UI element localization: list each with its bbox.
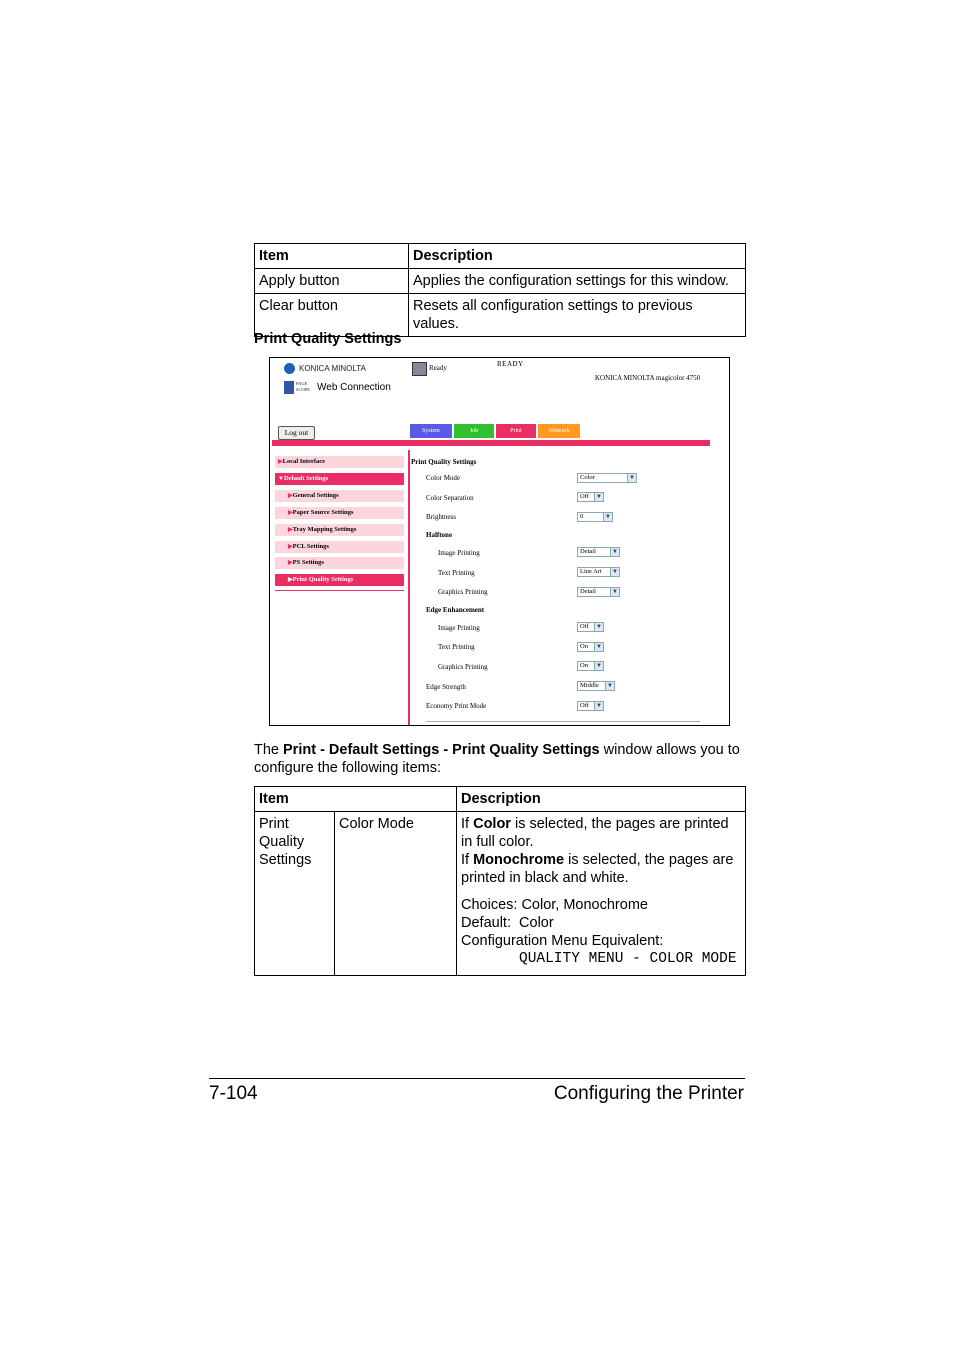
setting-label: Color Separation	[426, 494, 474, 502]
chevron-down-icon: ▼	[594, 662, 603, 670]
cell-item: Apply button	[255, 269, 409, 294]
settings-table	[254, 786, 746, 976]
brightness-select[interactable]: 0 ▼	[577, 512, 613, 522]
edge-strength-select[interactable]: Middle ▼	[577, 681, 615, 691]
tab-print[interactable]: Print	[496, 424, 536, 438]
group-label-halftone: Halftone	[426, 531, 453, 539]
pagescope-logo-icon	[284, 381, 294, 394]
economy-print-select[interactable]: Off ▼	[577, 701, 604, 711]
cell-item: Clear button	[255, 294, 409, 337]
intro-paragraph: The Print - Default Settings - Print Quality Settings window allows you to configure the following items:	[254, 742, 740, 776]
setting-label: Economy Print Mode	[426, 702, 487, 710]
desc-menu-path: QUALITY MENU - COLOR MODE	[519, 951, 737, 967]
triangle-right-icon: ▶	[278, 459, 283, 465]
panel-divider	[408, 450, 410, 726]
model-name: KONICA MINOLTA magicolor 4750	[595, 374, 701, 382]
brand-name: KONICA MINOLTA	[299, 364, 366, 373]
tab-system[interactable]: System	[410, 424, 452, 438]
status-label: Ready	[429, 364, 447, 372]
chevron-down-icon: ▼	[605, 682, 614, 690]
web-connection-screenshot	[269, 357, 730, 726]
chevron-down-icon: ▼	[594, 702, 603, 710]
menu-path-bold: Print - Default Settings - Print Quality Settings	[283, 742, 600, 758]
nav-pcl-settings[interactable]: ▶PCL Settings	[275, 541, 404, 553]
tab-job[interactable]: Job	[454, 424, 494, 438]
chevron-down-icon: ▼	[594, 623, 603, 631]
setting-label: Edge Strength	[426, 683, 466, 691]
group-label-edge-enhancement: Edge Enhancement	[426, 606, 485, 614]
color-mode-select[interactable]: Color ▼	[577, 473, 637, 483]
panel-title: Print Quality Settings	[411, 458, 477, 466]
section-heading: Print Quality Settings	[254, 331, 402, 347]
table-row	[255, 269, 746, 294]
app-name: Web Connection	[317, 382, 391, 393]
desc-default: Default: Color	[461, 915, 554, 931]
panel-bottom-divider	[426, 721, 700, 722]
header-item: Item	[255, 244, 409, 269]
chevron-down-icon: ▼	[627, 474, 636, 482]
cell-subitem: Color Mode	[335, 812, 457, 976]
nav-divider	[275, 590, 404, 591]
cell-item: Print Quality Settings	[255, 812, 335, 976]
triangle-right-icon: ▶	[288, 510, 293, 516]
cell-description	[457, 812, 746, 976]
status-value: READY	[497, 360, 524, 368]
nav-paper-source-settings[interactable]: ▶Paper Source Settings	[275, 507, 404, 519]
cell-description: Resets all configuration settings to previous values.	[409, 294, 746, 337]
nav-ps-settings[interactable]: ▶PS Settings	[275, 557, 404, 569]
edge-graphics-select[interactable]: On ▼	[577, 661, 604, 671]
setting-label: Brightness	[426, 513, 456, 521]
page-number: 7-104	[209, 1083, 258, 1104]
chevron-down-icon: ▼	[603, 513, 612, 521]
cell-description: Applies the configuration settings for this window.	[409, 269, 746, 294]
nav-general-settings[interactable]: ▶General Settings	[275, 490, 404, 502]
footer-title: Configuring the Printer	[553, 1083, 744, 1104]
chevron-down-icon: ▼	[594, 643, 603, 651]
desc-menu-label: Configuration Menu Equivalent:	[461, 933, 664, 949]
printer-icon	[412, 362, 427, 376]
setting-label: Image Printing	[438, 549, 480, 557]
header-description: Description	[457, 787, 746, 812]
chevron-down-icon: ▼	[594, 493, 603, 501]
header-description: Description	[409, 244, 746, 269]
triangle-right-icon: ▶	[288, 527, 293, 533]
triangle-right-icon: ▶	[288, 560, 293, 566]
chevron-down-icon: ▼	[610, 548, 619, 556]
color-separation-select[interactable]: Off ▼	[577, 492, 604, 502]
nav-default-settings[interactable]: ▼Default Settings	[275, 473, 404, 485]
setting-label: Image Printing	[438, 624, 480, 632]
desc-monochrome: If Monochrome is selected, the pages are printed in black and white.	[461, 852, 734, 886]
pagescope-logo: PAGE SCOPE	[296, 381, 311, 392]
konica-logo-icon	[284, 363, 295, 374]
edge-text-select[interactable]: On ▼	[577, 642, 604, 652]
halftone-image-select[interactable]: Detail ▼	[577, 547, 620, 557]
edge-image-select[interactable]: Off ▼	[577, 622, 604, 632]
setting-label: Graphics Printing	[438, 588, 488, 596]
halftone-text-select[interactable]: Line Art ▼	[577, 567, 620, 577]
setting-label: Graphics Printing	[438, 663, 488, 671]
triangle-right-icon: ▶	[288, 577, 293, 583]
logout-button[interactable]: Log out	[278, 426, 315, 440]
table-row	[255, 812, 746, 976]
nav-tray-mapping-settings[interactable]: ▶Tray Mapping Settings	[275, 524, 404, 536]
header-item: Item	[255, 787, 457, 812]
desc-choices: Choices: Color, Monochrome	[461, 897, 648, 913]
nav-local-interface[interactable]: ▶Local Interface	[275, 456, 404, 468]
setting-label: Color Mode	[426, 474, 461, 482]
setting-label: Text Printing	[438, 569, 475, 577]
triangle-right-icon: ▶	[288, 544, 293, 550]
footer-rule	[209, 1078, 745, 1079]
buttons-table	[254, 243, 746, 337]
halftone-graphics-select[interactable]: Detail ▼	[577, 587, 620, 597]
chevron-down-icon: ▼	[610, 568, 619, 576]
header-bar	[272, 440, 710, 446]
desc-color: If Color is selected, the pages are printed in full color.	[461, 816, 729, 850]
triangle-right-icon: ▶	[288, 493, 293, 499]
tab-network[interactable]: Network	[538, 424, 580, 438]
chevron-down-icon: ▼	[610, 588, 619, 596]
setting-label: Text Printing	[438, 643, 475, 651]
nav-print-quality-settings[interactable]: ▶Print Quality Settings	[275, 574, 404, 586]
triangle-down-icon: ▼	[278, 476, 284, 482]
